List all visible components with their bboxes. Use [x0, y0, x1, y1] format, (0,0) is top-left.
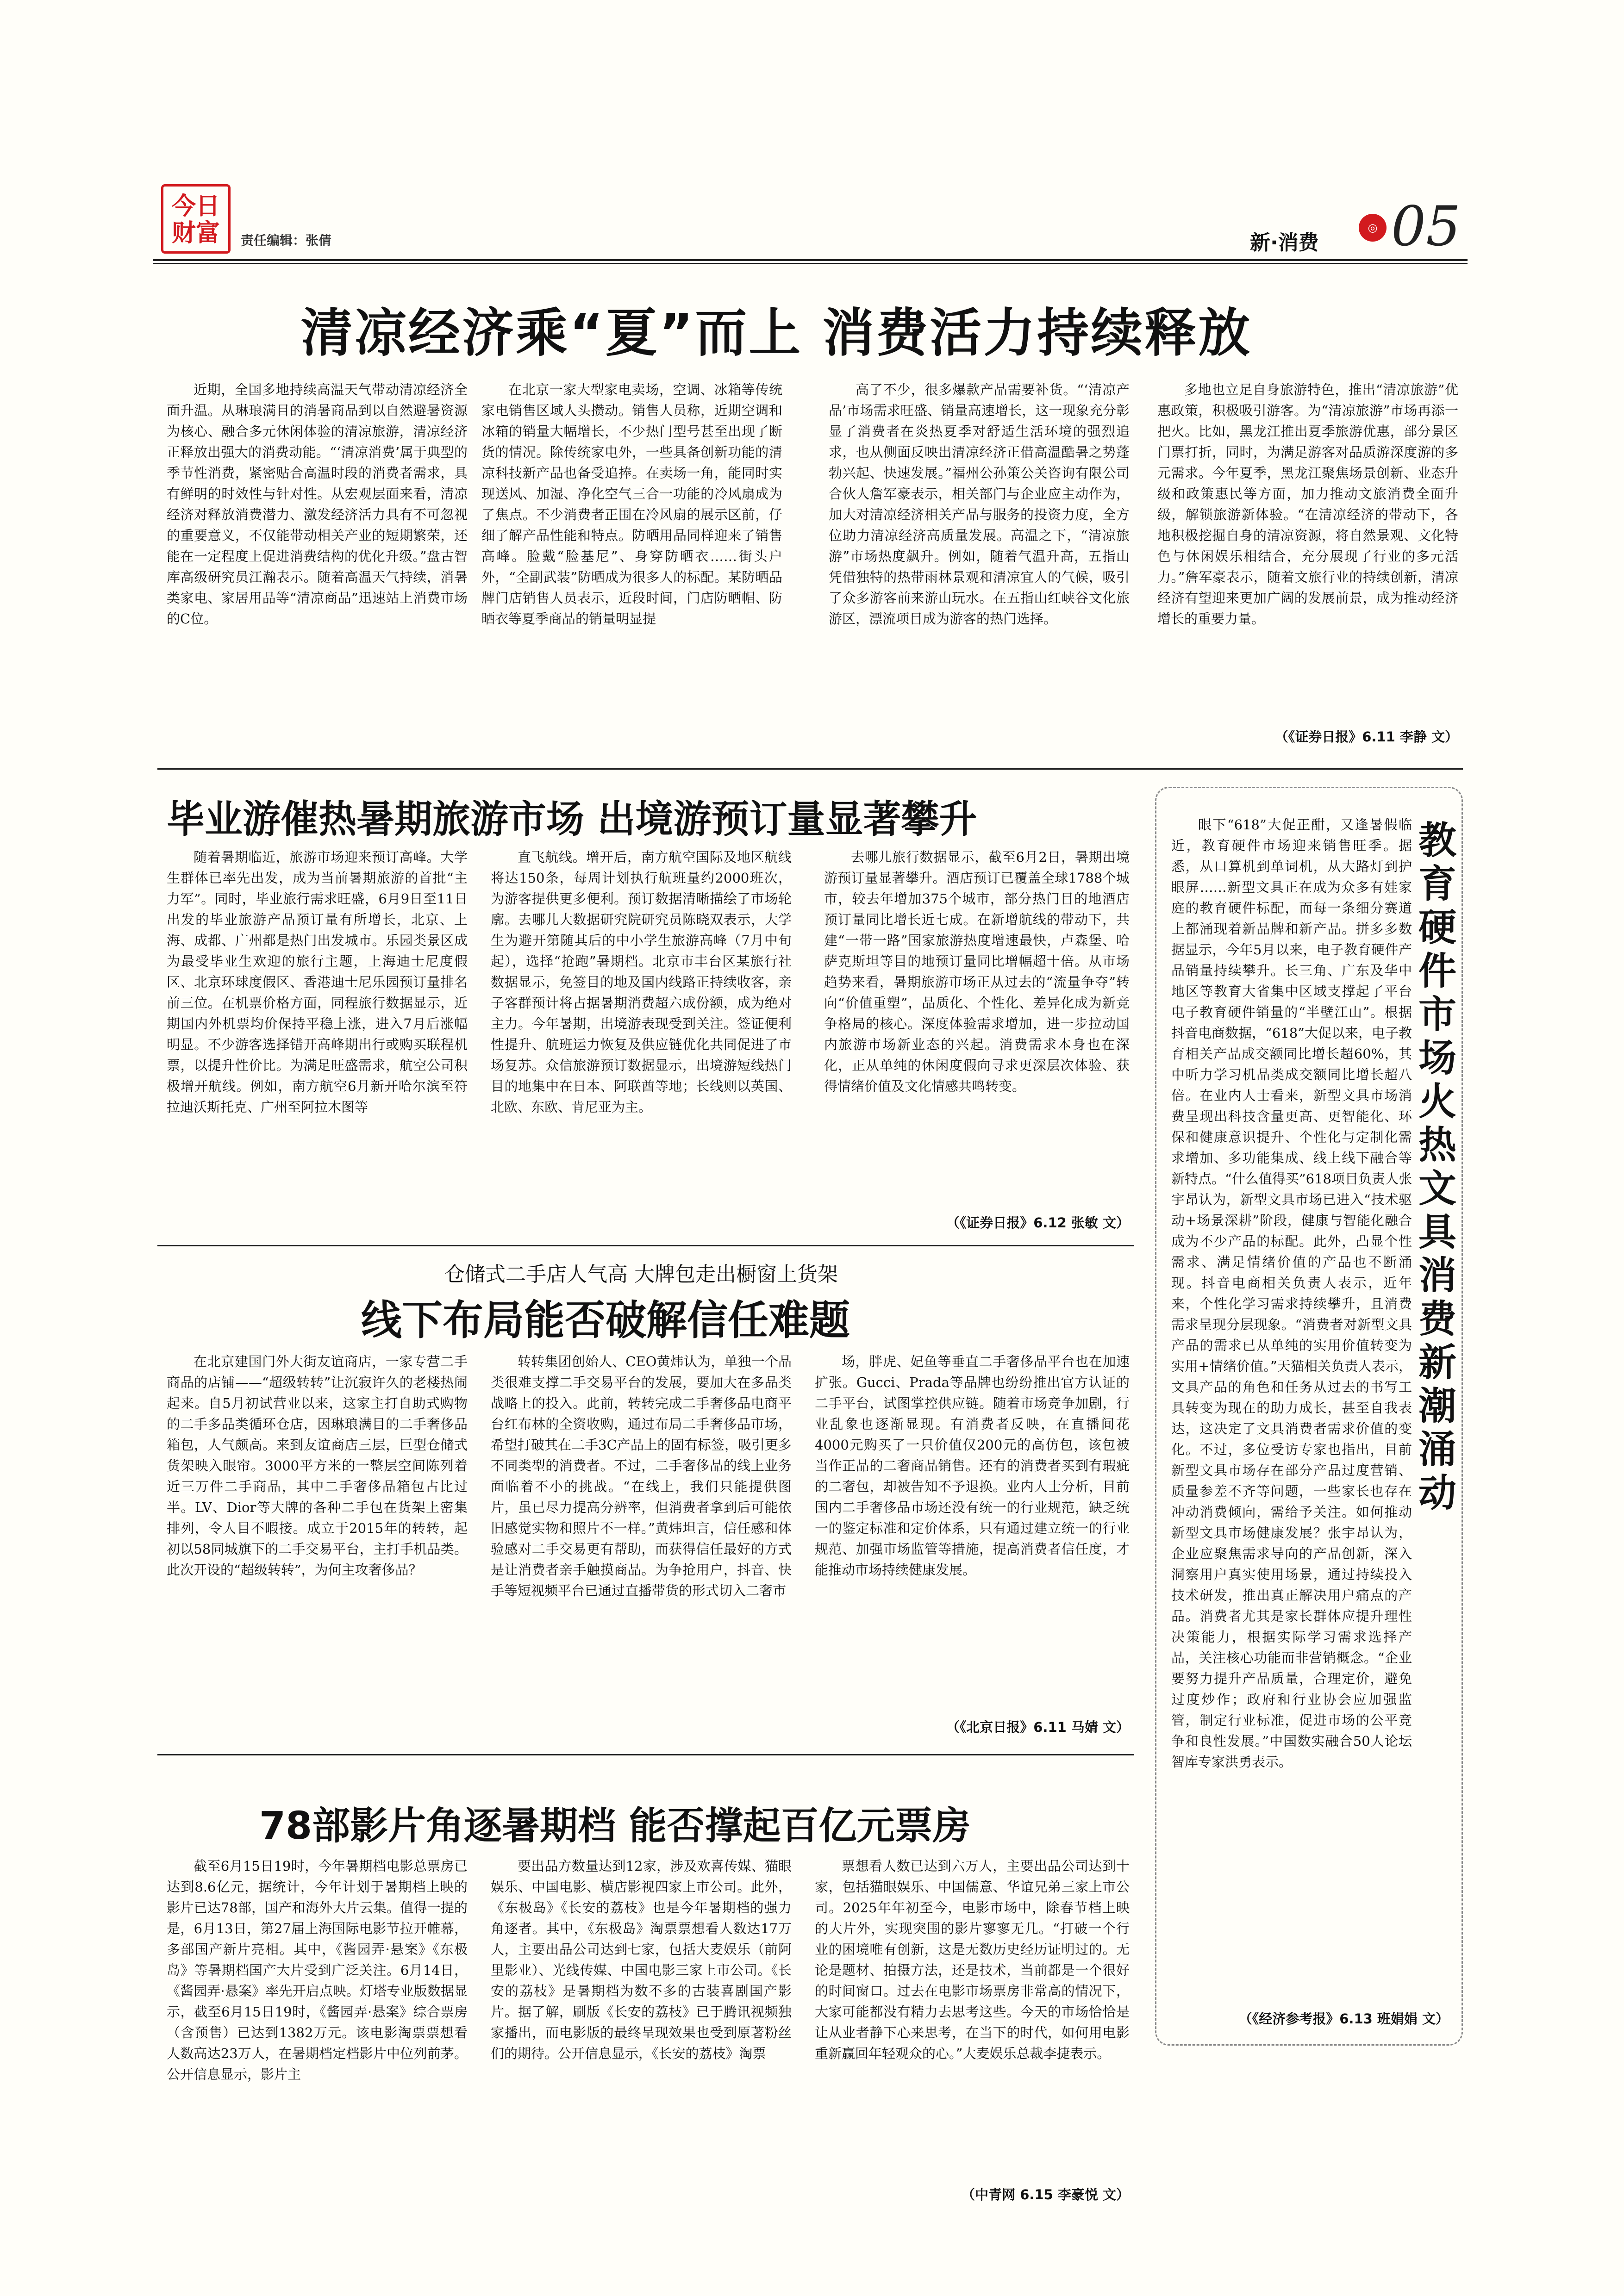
article3-col2	[491, 1351, 792, 1601]
article1-source: （《证券日报》6.11 李静 文）	[1274, 729, 1458, 745]
editor-credit: 责任编辑：张倩	[241, 233, 332, 248]
article3-source: （《北京日报》6.11 马婧 文）	[946, 1719, 1130, 1735]
article3-col1-text: 在北京建国门外大街友谊商店，一家专营二手商品的店铺——“超级转转”让沉寂许久的老楼热闹起来。自5月初试营业以来，这家主打自助式购物的二手多品类循环仓店，因琳琅满目的二手奢侈品箱包，人气颇高。来到友谊商店三层，巨型仓储式货架映入眼帘。3000平方米的一整层空间陈列着近三万件二手商品，其中二手奢侈品箱包占比过半。LV、Dior等大牌的各种二手包在货架上密集排列，令人目不暇接。成立于2015年的转转，起初以58同城旗下的二手交易平台，主打手机品类。此次开设的“超级转转”，为何主攻奢侈品？	[167, 1354, 468, 1578]
sidebar-body-text: 眼下“618”大促正酣，又逢暑假临近，教育硬件市场迎来销售旺季。据悉，从口算机到单词机，从大路灯到护眼屏……新型文具正在成为众多有娃家庭的教育硬件标配，而每一条细分赛道上都涌现着新品牌和新产品。拼多多数据显示，今年5月以来，电子教育硬件产品销量持续攀升。长三角、广东及华中地区等教育大省集中区域支撑起了平台电子教育硬件销量的“半壁江山”。根据抖音电商数据，“618”大促以来，电子教育相关产品成交额同比增长超60%，其中听力学习机品类成交额同比增长超八倍。在业内人士看来，新型文具市场消费呈现出科技含量更高、更智能化、环保和健康意识提升、个性化与定制化需求增加、多功能集成、线上线下融合等新特点。“什么值得买”618项目负责人张宇昂认为，新型文具市场已进入“技术驱动+场景深耕”阶段，健康与智能化融合成为不少产品的标配。此外，凸显个性需求、满足情绪价值的产品也不断涌现。抖音电商相关负责人表示，近年来，个性化学习需求持续攀升，且消费需求呈现分层现象。“消费者对新型文具产品的需求已从单纯的实用价值转变为实用+情绪价值。”天猫相关负责人表示，文具产品的角色和任务从过去的书写工具转变为现在的助力成长，甚至自我表达，这决定了文具消费者需求价值的变化。不过，多位受访专家也指出，目前新型文具市场存在部分产品过度营销、质量参差不齐等问题，一些家长也存在冲动消费倾向，需给予关注。如何推动新型文具市场健康发展？张宇昂认为，企业应聚焦需求导向的产品创新，深入洞察用户真实使用场景，通过持续投入技术研发，推出真正解决用户痛点的产品。消费者尤其是家长群体应提升理性决策能力，根据实际学习需求选择产品，关注核心功能而非营销概念。“企业要努力提升产品质量，合理定价，避免过度炒作；政府和行业协会应加强监管，制定行业标准，促进市场的公平竞争和良性发展。”中国数实融合50人论坛智库专家洪勇表示。	[1171, 817, 1412, 1770]
divider-rule	[157, 768, 1463, 770]
article1-col4-text: 多地也立足自身旅游特色，推出“清凉旅游”优惠政策，积极吸引游客。为“清凉旅游”市场再添一把火。比如，黑龙江推出夏季旅游优惠，部分景区门票打折，同时，为满足游客对品质游深度游的多元需求。今年夏季，黑龙江聚焦场景创新、业态升级和政策惠民等方面，加力推动文旅消费全面升级，解锁旅游新体验。“在清凉经济的带动下，各地积极挖掘自身的清凉资源，将自然景观、文化特色与休闲娱乐相结合，充分展现了行业的多元活力。”詹军豪表示，随着文旅行业的持续创新，清凉经济有望迎来更加广阔的发展前景，成为推动经济增长的重要力量。	[1157, 382, 1458, 627]
article4-source: （中青网 6.15 李豪悦 文）	[962, 2187, 1130, 2203]
article4-col3-text: 票想看人数已达到六万人，主要出品公司达到十家，包括猫眼娱乐、中国儒意、华谊兄弟三家上市公司。2025年年初至今，电影市场中，除春节档上映的大片外，实现突围的影片寥寥无几。“打破一个行业的困境唯有创新，这是无数历史经历证明过的。无论是题材、拍摄方法，还是技术，当前都是一个很好的时间窗口。过去在电影市场票房非常高的情况下，大家可能都没有精力去思考这些。今天的市场恰恰是让从业者静下心来思考，在当下的时代，如何用电影重新赢回年轻观众的心。”大麦娱乐总裁李捷表示。	[815, 1858, 1130, 2061]
article3-subheadline: 仓储式二手店人气高 大牌包走出橱窗上货架	[444, 1263, 838, 1286]
sidebar-body	[1171, 815, 1412, 1773]
article1-col3	[829, 380, 1130, 629]
article4-col1	[167, 1856, 468, 2085]
divider-rule	[157, 1754, 1134, 1755]
article3-col2-text: 转转集团创始人、CEO黄炜认为，单独一个品类很难支撑二手交易平台的发展，要加大在多品类战略上的投入。此前，转转完成二手奢侈品电商平台红布林的全资收购，通过布局二手奢侈品市场，希望打破其在二手3C产品上的固有标签，吸引更多不同类型的消费者。不过，二手奢侈品的线上业务面临着不小的挑战。“在线上，我们只能提供图片，虽已尽力提高分辨率，但消费者拿到后可能依旧感觉实物和照片不一样。”黄炜坦言，信任感和体验感对二手交易更有帮助，而获得信任最好的方式是让消费者亲手触摸商品。为争抢用户，抖音、快手等短视频平台已通过直播带货的形式切入二奢市	[491, 1354, 792, 1599]
logo-line-1: 今日	[171, 192, 220, 220]
sidebar-headline: 教育硬件市场火热 文具消费新潮涌动	[1418, 819, 1456, 1515]
divider-rule	[157, 1245, 1134, 1246]
section-name: 新·消费	[1250, 231, 1319, 255]
article1-col1	[167, 380, 468, 629]
article1-col2	[481, 380, 782, 629]
article3-col3-text: 场，胖虎、妃鱼等垂直二手奢侈品平台也在加速扩张。Gucci、Prada等品牌也纷纷推出官方认证的二手平台，试图掌控供应链。随着市场竞争加剧，行业乱象也逐渐显现。有消费者反映，在直播间花4000元购买了一只价值仅200元的高仿包，该包被当作正品的二奢商品销售。还有的消费者买到有瑕疵的二奢包，却被告知不予退换。业内人士分析，目前国内二手奢侈品市场还没有统一的行业规范，缺乏统一的鉴定标准和定价体系，只有通过建立统一的行业规范、加强市场监管等措施，提高消费者信任度，才能推动市场持续健康发展。	[815, 1354, 1130, 1578]
article2-col2	[491, 847, 792, 1118]
article2-col1-text: 随着暑期临近，旅游市场迎来预订高峰。大学生群体已率先出发，成为当前暑期旅游的首批“主力军”。同时，毕业旅行需求旺盛，6月9日至11日出发的毕业旅游产品预订量有所增长，北京、上海、成都、广州都是热门出发城市。乐园类景区成为最受毕业生欢迎的旅行主题，上海迪士尼度假区、北京环球度假区、香港迪士尼乐园预订量排名前三位。在机票价格方面，同程旅行数据显示，近期国内外机票均价保持平稳上涨，进入7月后涨幅明显。不少游客选择错开高峰期出行或购买联程机票，以提升性价比。为满足旺盛需求，航空公司积极增开航线。例如，南方航空6月新开哈尔滨至符拉迪沃斯托克、广州至阿拉木图等	[167, 849, 468, 1115]
article2-col3	[824, 847, 1130, 1097]
logo-line-2: 财富	[171, 219, 220, 247]
header-rule-thin	[153, 263, 1468, 264]
article2-source: （《证券日报》6.12 张敏 文）	[946, 1215, 1130, 1231]
header-rule	[153, 259, 1468, 261]
section-badge-icon: ◎	[1359, 214, 1387, 242]
article3-headline: 线下布局能否破解信任难题	[361, 1296, 850, 1344]
article4-headline: 78部影片角逐暑期档 能否撑起百亿元票房	[259, 1804, 971, 1848]
article4-col1-text: 截至6月15日19时，今年暑期档电影总票房已达到8.6亿元，据统计，今年计划于暑期档上映的影片已达78部，国产和海外大片云集。值得一提的是，6月13日，第27届上海国际电影节拉开帷幕，多部国产新片亮相。其中，《酱园弄·悬案》《东极岛》等暑期档国产大片受到广泛关注。6月14日，《酱园弄·悬案》率先开启点映。灯塔专业版数据显示，截至6月15日19时，《酱园弄·悬案》综合票房（含预售）已达到1382万元。该电影淘票票想看人数高达23万人，在暑期档定档影片中位列前茅。公开信息显示，影片主	[167, 1858, 468, 2082]
article4-col2-text: 要出品方数量达到12家，涉及欢喜传媒、猫眼娱乐、中国电影、横店影视四家上市公司。此外，《东极岛》《长安的荔枝》也是今年暑期档的强力角逐者。其中，《东极岛》淘票票想看人数达17万人，主要出品公司达到七家，包括大麦娱乐（前阿里影业）、光线传媒、中国电影三家上市公司。《长安的荔枝》是暑期档为数不多的古装喜剧国产影片。据了解，刷版《长安的荔枝》已于腾讯视频独家播出，而电影版的最终呈现效果也受到原著粉丝们的期待。公开信息显示，《长安的荔枝》淘票	[491, 1858, 792, 2061]
article1-col4	[1157, 380, 1458, 629]
article1-headline: 清凉经济乘“夏”而上 消费活力持续释放	[301, 303, 1252, 363]
article2-col3-text: 去哪儿旅行数据显示，截至6月2日，暑期出境游预订量显著攀升。酒店预订已覆盖全球1788个城市，较去年增加375个城市，部分热门目的地酒店预订量同比增长近七成。在新增航线的带动下，共建“一带一路”国家旅游热度增速最快，卢森堡、哈萨克斯坦等目的地预订量同比增幅超十倍。从市场趋势来看，暑期旅游市场正从过去的“流量争夺”转向“价值重塑”，品质化、个性化、差异化成为新竞争格局的核心。深度体验需求增加，进一步拉动国内旅游市场新业态的兴起。消费需求本身也在深化，正从单纯的休闲度假向寻求更深层次体验、获得情绪价值及文化情感共鸣转变。	[824, 849, 1130, 1094]
article2-headline: 毕业游催热暑期旅游市场 出境游预订量显著攀升	[167, 797, 977, 841]
article2-col1	[167, 847, 468, 1118]
sidebar-source: （《经济参考报》6.13 班娟娟 文）	[1238, 2011, 1449, 2027]
article3-col1	[167, 1351, 468, 1580]
article2-col2-text: 直飞航线。增开后，南方航空国际及地区航线将达150条，每周计划执行航班量约2000班次，为游客提供更多便利。预订数据清晰描绘了市场轮廓。去哪儿大数据研究院研究员陈晓双表示，大学生为避开第随其后的中小学生旅游高峰（7月中旬起），选择“抢跑”暑期档。北京市丰台区某旅行社数据显示，免签目的地及国内线路正持续收客，亲子客群预计将占据暑期消费超六成份额，成为绝对主力。今年暑期，出境游表现受到关注。签证便利性提升、航班运力恢复及供应链优化共同促进了市场复苏。众信旅游预订数据显示，出境游短线热门目的地集中在日本、阿联酋等地；长线则以英国、北欧、东欧、肯尼亚为主。	[491, 849, 792, 1115]
article3-col3	[815, 1351, 1130, 1580]
article1-col3-text: 高了不少，很多爆款产品需要补货。“‘清凉产品’市场需求旺盛、销量高速增长，这一现象充分彰显了消费者在炎热夏季对舒适生活环境的强烈追求，也从侧面反映出清凉经济正借高温酷暑之势蓬勃兴起、快速发展。”福州公孙策公关咨询有限公司合伙人詹军豪表示，相关部门与企业应主动作为，加大对清凉经济相关产品与服务的投资力度，全方位助力清凉经济高质量发展。高温之下，“清凉旅游”市场热度飙升。例如，随着气温升高，五指山凭借独特的热带雨林景观和清凉宜人的气候，吸引了众多游客前来游山玩水。在五指山红峡谷文化旅游区，漂流项目成为游客的热门选择。	[829, 382, 1130, 627]
article1-col2-text: 在北京一家大型家电卖场，空调、冰箱等传统家电销售区域人头攒动。销售人员称，近期空调和冰箱的销量大幅增长，不少热门型号甚至出现了断货的情况。除传统家电外，一些具备创新功能的清凉科技新产品也备受追捧。在卖场一角，能同时实现送风、加湿、净化空气三合一功能的冷风扇成为了焦点。不少消费者正围在冷风扇的展示区前，仔细了解产品性能和特点。防晒用品同样迎来了销售高峰。脸戴“脸基尼”、身穿防晒衣……街头户外，“全副武装”防晒成为很多人的标配。某防晒品牌门店销售人员表示，近段时间，门店防晒帽、防晒衣等夏季商品的销量明显提	[481, 382, 782, 627]
article4-col2	[491, 1856, 792, 2064]
article4-col3	[815, 1856, 1130, 2064]
newspaper-logo	[161, 184, 231, 254]
article1-col1-text: 近期，全国多地持续高温天气带动清凉经济全面升温。从琳琅满目的消暑商品到以自然避暑资源为核心、融合多元休闲体验的清凉旅游，清凉经济正释放出强大的消费动能。“‘清凉消费’属于典型的季节性消费，紧密贴合高温时段的消费者需求，具有鲜明的时效性与针对性。从宏观层面来看，清凉经济对释放消费潜力、激发经济活力具有不可忽视的重要意义，不仅能带动相关产业的短期繁荣，还能在一定程度上促进消费结构的优化升级。”盘古智库高级研究员江瀚表示。随着高温天气持续，消暑类家电、家居用品等“清凉商品”迅速站上消费市场的C位。	[167, 382, 468, 627]
page-number: 05	[1391, 194, 1461, 258]
